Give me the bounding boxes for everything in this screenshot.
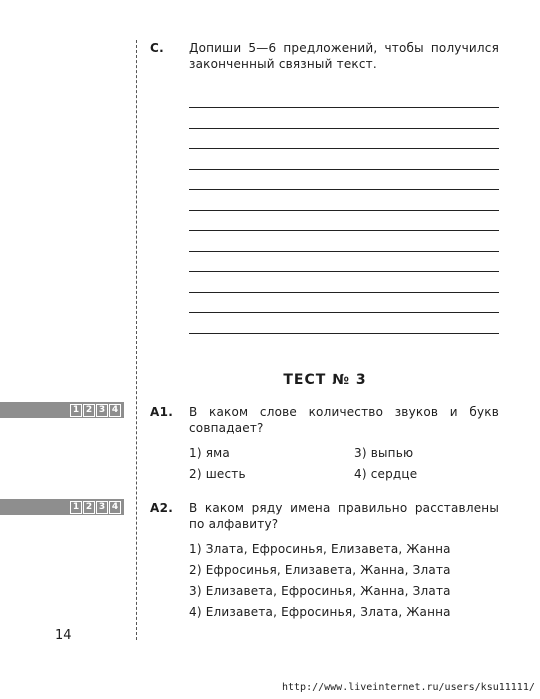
- writing-line[interactable]: [189, 109, 499, 129]
- page-number: 14: [55, 628, 72, 643]
- answer-box[interactable]: 3: [96, 404, 108, 417]
- answer-box[interactable]: 4: [109, 404, 121, 417]
- writing-line[interactable]: [189, 211, 499, 231]
- answer-box[interactable]: 1: [70, 501, 82, 514]
- writing-line[interactable]: [189, 191, 499, 211]
- writing-line[interactable]: [189, 314, 499, 334]
- writing-line[interactable]: [189, 88, 499, 108]
- option-a1-1[interactable]: 1) яма: [189, 446, 230, 460]
- option-a2-4[interactable]: 4) Елизавета, Ефросинья, Злата, Жанна: [189, 605, 451, 619]
- option-a1-3[interactable]: 3) выпью: [354, 446, 414, 460]
- answer-box[interactable]: 2: [83, 404, 95, 417]
- writing-line[interactable]: [189, 252, 499, 272]
- footer-url[interactable]: http://www.liveinternet.ru/users/ksu11111/: [282, 682, 535, 693]
- writing-line[interactable]: [189, 232, 499, 252]
- writing-line[interactable]: [189, 293, 499, 313]
- answer-box[interactable]: 1: [70, 404, 82, 417]
- option-a1-2[interactable]: 2) шесть: [189, 467, 246, 481]
- option-a2-3[interactable]: 3) Елизавета, Ефросинья, Жанна, Злата: [189, 584, 451, 598]
- option-a2-1[interactable]: 1) Злата, Ефросинья, Елизавета, Жанна: [189, 542, 451, 556]
- section-c-instruction: Допиши 5—6 предложений, чтобы получился законченный связный текст.: [189, 41, 499, 71]
- writing-lines: [189, 88, 499, 334]
- writing-line[interactable]: [189, 129, 499, 149]
- question-a1-text: В каком слове количество звуков и букв совпадает?: [189, 405, 499, 435]
- writing-line[interactable]: [189, 170, 499, 190]
- question-a2-text: В каком ряду имена правильно расставлены по алфавиту?: [189, 501, 499, 531]
- writing-line[interactable]: [189, 150, 499, 170]
- question-a1-label: A1.: [150, 405, 174, 419]
- cut-line: [136, 40, 137, 640]
- answer-box[interactable]: 4: [109, 501, 121, 514]
- answer-box-bar-a1: [0, 402, 124, 418]
- writing-line[interactable]: [189, 273, 499, 293]
- section-c-label: C.: [150, 41, 164, 55]
- option-a1-4[interactable]: 4) сердце: [354, 467, 418, 481]
- answer-box-bar-a2: [0, 499, 124, 515]
- test-title: ТЕСТ № 3: [283, 372, 367, 388]
- answer-box[interactable]: 3: [96, 501, 108, 514]
- answer-box[interactable]: 2: [83, 501, 95, 514]
- option-a2-2[interactable]: 2) Ефросинья, Елизавета, Жанна, Злата: [189, 563, 451, 577]
- question-a2-label: A2.: [150, 501, 174, 515]
